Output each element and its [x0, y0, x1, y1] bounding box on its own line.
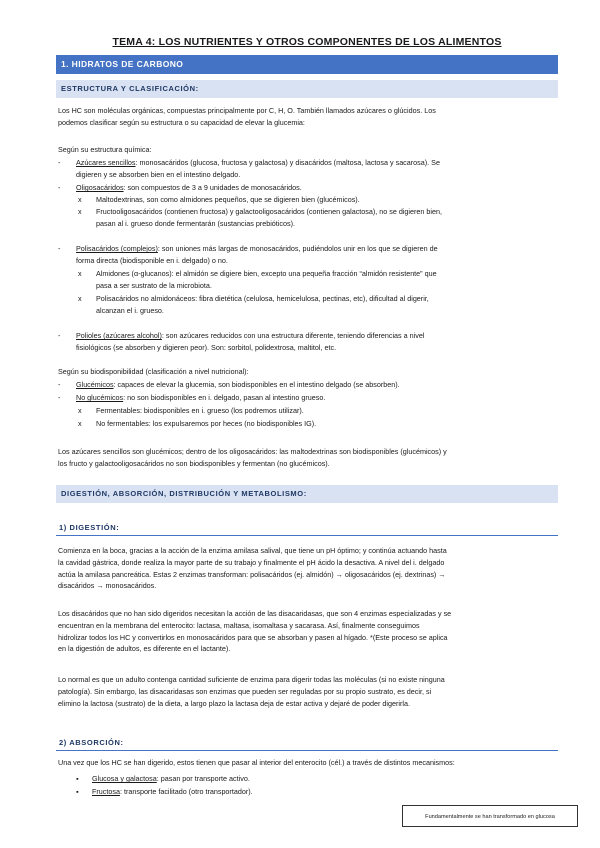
bullet-square: ▪ — [76, 774, 79, 783]
digestion-paragraph-3: Lo normal es que un adulto contenga cantidad suficiente de enzima para digerir todas las moléculas (si no existe ninguna patología). Sin embargo, las disacaridasas son enzimas que pueden ser reguladas por su propio sustrato, es decir, si elimino la lactosa (sustrato) de la dieta, a largo plazo la lactasa deja de estar activa y dejaré de poder digerirla. — [58, 675, 445, 708]
bullet-dash: - — [58, 183, 61, 192]
item-polioles: Polioles (azúcares alcohol): son azúcares reducidos con una estructura diferente, teniendo diferencias a nivel fisiológicos (se absorben y digieren peor). Son: sorbitol, polidextrosa, maltitol, etc. — [76, 331, 425, 352]
bullet-dash: - — [58, 331, 61, 340]
bullet-x: x — [78, 195, 82, 204]
resumen-paragraph: Los azúcares sencillos son glucémicos; dentro de los oligosacáridos: las maltodextrinas son biodisponibles (glucémicos) y los fructo y galactooligosacáridos no son biodisponibles y fermentan (no glucémicos). — [58, 447, 447, 468]
subsection-digestion-absorcion: DIGESTIÓN, ABSORCIÓN, DISTRIBUCIÓN Y METABOLISMO: — [56, 485, 558, 503]
digestion-paragraph-1: Comienza en la boca, gracias a la acción de la enzima amilasa salival, que tiene un pH óptimo; y continúa actuando hasta la cavidad gástrica, donde realiza la mayor parte de su trabajo y finalmente el pH ácido la desactiva. A nivel del i. delgado actúa la amilasa pancreática. Estas 2 enzimas transforman: polisacáridos (ej. almidón) → oligosacáridos (ej. dextrinas) → disacáridos → monosacáridos. — [58, 546, 447, 591]
bullet-dash: - — [58, 393, 61, 402]
subsection-estructura: ESTRUCTURA Y CLASIFICACIÓN: — [56, 80, 558, 98]
section-heading-hidratos: 1. HIDRATOS DE CARBONO — [56, 55, 558, 74]
bullet-x: x — [78, 419, 82, 428]
bullet-x: x — [78, 406, 82, 415]
item-glucemicos: Glucémicos: capaces de elevar la glucemia, son biodisponibles en el intestino delgado (se absorben). — [76, 380, 400, 389]
digestion-paragraph-2: Los disacáridos que no han sido digeridos necesitan la acción de las disacaridasas, que son 4 enzimas especializadas y se encuentran en la membrana del enterocito: lactasa, maltasa, isomaltasa y sacarasa. Así, finalmente conseguimos hidrolizar todos los HC y convertirlos en monosacáridos para que se absorban y pasen al hígado. *(Este proceso se aplica en la digestión de adultos, es diferente en el lactante). — [58, 609, 452, 654]
item-polisacaridos: Polisacáridos (complejos): son uniones más largas de monosacáridos, pudiéndolos unir en los que se digieren de forma directa (biodisponible en i. delgado) o no. — [76, 244, 438, 265]
item-oligosacaridos: Oligosacáridos: son compuestos de 3 a 9 unidades de monosacáridos. — [76, 183, 302, 192]
bullet-x: x — [78, 207, 82, 216]
biodisponibilidad-heading: Según su biodisponibilidad (clasificación a nivel nutricional): — [58, 367, 249, 376]
bullet-dash: - — [58, 158, 61, 167]
bullet-x: x — [78, 269, 82, 278]
note-box: Fundamentalmente se han transformado en glucosa — [402, 805, 578, 827]
item-fructosa: Fructosa: transporte facilitado (otro transportador). — [92, 787, 253, 796]
item-no-fermentables: No fermentables: los expulsaremos por heces (no biodisponibles IG). — [96, 419, 317, 428]
item-no-glucemicos: No glucémicos: no son biodisponibles en i. delgado, pasan al intestino grueso. — [76, 393, 326, 402]
intro-paragraph: Los HC son moléculas orgánicas, compuestas principalmente por C, H, O. También llamados azúcares o glúcidos. Los podemos clasificar según su estructura o su capacidad de elevar la glucemia: — [58, 106, 436, 127]
bullet-dash: - — [58, 244, 61, 253]
item-almidones: Almidones (α-glucanos): el almidón se digiere bien, excepto una pequeña fracción “almidón resistente” que pasa a ser sustrato de la microbiota. — [96, 269, 437, 290]
page-title: TEMA 4: LOS NUTRIENTES Y OTROS COMPONENTES DE LOS ALIMENTOS — [112, 36, 502, 48]
absorcion-heading: 2) ABSORCIÓN: — [56, 735, 558, 751]
item-maltodextrinas: Maltodextrinas, son como almidones pequeños, que se digieren bien (glucémicos). — [96, 195, 360, 204]
estructura-heading: Según su estructura química: — [58, 145, 152, 154]
digestion-heading: 1) DIGESTIÓN: — [56, 520, 558, 536]
item-fermentables: Fermentables: biodisponibles en i. grueso (los podremos utilizar). — [96, 406, 304, 415]
item-azucares-sencillos: Azúcares sencillos: monosacáridos (glucosa, fructosa y galactosa) y disacáridos (maltosa, lactosa y sacarosa). Se digieren y se absorben bien en el intestino delgado. — [76, 158, 440, 179]
bullet-x: x — [78, 294, 82, 303]
bullet-dash: - — [58, 380, 61, 389]
item-no-almidonaceos: Polisacáridos no almidonáceos: fibra dietética (celulosa, hemicelulosa, pectinas, etc), dificultad al digerir, alcanzan el i. grueso. — [96, 294, 429, 315]
item-fructooligosacaridos: Fructooligosacáridos (contienen fructosa) y galactooligosacáridos (contienen galactosa), no se digieren bien, pasan al i. grueso donde fermentarán (sustancias prebióticos). — [96, 207, 442, 228]
bullet-square: ▪ — [76, 787, 79, 796]
absorcion-intro: Una vez que los HC se han digerido, estos tienen que pasar al interior del enterocito (cél.) a través de distintos mecanismos: — [58, 758, 455, 767]
item-glucosa-galactosa: Glucosa y galactosa: pasan por transporte activo. — [92, 774, 250, 783]
